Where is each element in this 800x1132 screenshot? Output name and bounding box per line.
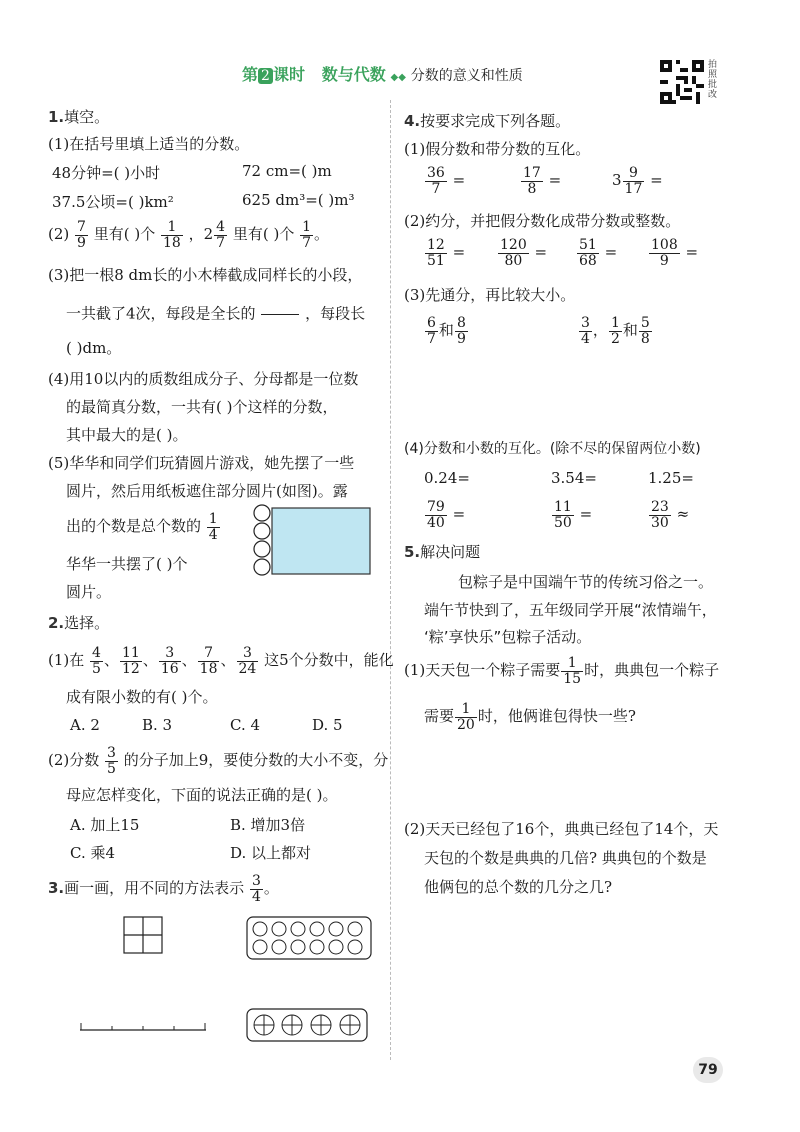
disc [254,541,270,557]
q1-5-line2: 圆片，然后用纸板遮住部分圆片(如图)。露 [66,482,348,500]
q1-1-b: 72 cm=( )m [242,162,332,180]
disc [254,505,270,521]
q2-2-line2: 母应怎样变化，下面的说法正确的是( )。 [66,786,338,804]
quartered-circles-figure[interactable] [246,1008,370,1044]
q4-4-frac: $\frac{11}{50}$ = [554,499,593,531]
q4-4-text: (4)分数和小数的互化。(除不尽的保留两位小数) [404,441,701,457]
q4-4-dec: 1.25= [648,469,694,487]
hidden-discs-figure [252,503,374,579]
q4-4-frac: $\frac{79}{40}$ = [427,499,466,531]
q4-1-item: $\frac{36}{7}$ = [427,165,466,197]
q2-1-line1: (1)在 $\frac{4}{5}$ 、 $\frac{11}{12}$ 、 $\frac{3}{16}$ 、 $\frac{7}{18}$ 、 $\frac{3}{24}$ 这5个分数中，能化 [48,645,394,677]
section-4-title: 4.按要求完成下列各题。 [404,112,571,130]
circles-grid-figure[interactable] [246,916,374,960]
qr-caption: 拍照批改 [708,60,718,100]
q2-1-line2: 成有限小数的有( )个。 [66,688,218,706]
q5-2-line1: (2)天天已经包了16个，典典已经包了14个，天 [404,820,719,838]
q4-1-text: (1)假分数和带分数的互化。 [404,140,591,158]
fraction: $\frac{4}{5}$ [92,645,101,677]
option-a[interactable]: A. 2 [70,716,100,734]
fraction: $\frac{1}{7}$ [302,219,312,251]
q5-story-line1: 包粽子是中国端午节的传统习俗之一。 [458,573,714,591]
q4-2-item: $\frac{108}{9}$ = [651,237,699,269]
domain-title: 数与代数 [321,65,386,84]
q5-1-line2: 需要 $\frac{1}{20}$ 时，他俩谁包得快一些? [424,701,636,733]
q1-1-a: 48分钟=( )小时 [52,164,161,182]
q1-2-line: (2) $\frac{7}{9}$ 里有( )个 $\frac{1}{18}$ ，2 $\frac{4}{7}$ 里有( )个 $\frac{1}{7}$ 。 [48,219,330,251]
q1-1-d: 625 dm³=( )m³ [242,191,355,209]
fraction: $\frac{4}{7}$ [216,219,226,251]
q4-4-frac: $\frac{23}{30}$ ≈ [651,499,690,531]
header-arrow: ◆◆ [390,72,406,83]
q4-2-item: $\frac{120}{80}$ = [500,237,548,269]
q1-1-c: 37.5公顷=( )km² [52,193,174,211]
q4-4-dec: 3.54= [551,469,597,487]
cover-board [272,508,370,574]
q1-5-line1: (5)华华和同学们玩猜圆片游戏，她先摆了一些 [48,454,355,472]
fraction: $\frac{3}{4}$ [251,873,261,905]
q1-5-line5: 圆片。 [66,583,112,601]
q1-3-line1: (3)把一根8 dm长的小木棒截成同样长的小段， [48,266,363,284]
fraction: $\frac{3}{5}$ [107,745,116,777]
q1-5-line4: 华华一共摆了( )个 [66,555,188,573]
option-c[interactable]: C. 乘4 [70,844,116,862]
q1-4-line2: 的最简真分数，一共有( )个这样的分数， [66,398,338,416]
q4-3-a: $\frac{6}{7}$ 和 $\frac{8}{9}$ [427,315,466,347]
fraction: $\frac{3}{24}$ [238,645,257,677]
q4-1-item: 3 $\frac{9}{17}$ = [612,165,663,197]
q5-2-line3: 他俩包的总个数的几分之几? [424,878,613,896]
fraction: $\frac{1}{18}$ [163,219,181,251]
lesson-suffix: 课时 [272,65,305,84]
fraction: $\frac{1}{4}$ [208,511,218,543]
option-d[interactable]: D. 以上都对 [230,844,312,862]
lesson-number-badge: 2 [258,68,273,84]
section-3-title: 3.画一画，用不同的方法表示 $\frac{3}{4}$ 。 [48,873,279,905]
q5-2-line2: 天包的个数是典典的几倍? 典典包的个数是 [424,849,707,867]
disc [254,523,270,539]
q4-2-text: (2)约分，并把假分数化成带分数或整数。 [404,212,681,230]
q4-2-item: $\frac{12}{51}$ = [427,237,466,269]
option-a[interactable]: A. 加上15 [70,816,140,834]
fraction: $\frac{11}{12}$ [121,645,140,677]
q4-2-item: $\frac{51}{68}$ = [579,237,618,269]
q4-3-b: $\frac{3}{4}$ ， $\frac{1}{2}$ 和 $\frac{5}{8}$ [581,315,650,347]
option-c[interactable]: C. 4 [230,716,261,734]
lesson-prefix: 第 [242,65,259,84]
q5-story-line2: 端午节快到了，五年级同学开展“浓情端午， [424,601,717,619]
topic-title: 分数的意义和性质 [410,68,523,84]
page-number: 79 [693,1057,723,1083]
section-1-title: 1.填空。 [48,108,110,126]
lesson-header [242,62,523,85]
fraction: $\frac{7}{9}$ [77,219,86,251]
blank-fraction[interactable] [261,300,299,329]
q1-5-line3: 出的个数是总个数的 $\frac{1}{4}$ [66,511,218,543]
fraction: $\frac{3}{16}$ [160,645,179,677]
q2-2-line1: (2)分数 $\frac{3}{5}$ 的分子加上9，要使分数的大小不变，分 [48,745,389,777]
fraction: $\frac{7}{18}$ [199,645,218,677]
q1-1-text: (1)在括号里填上适当的分数。 [48,135,250,153]
q4-3-text: (3)先通分，再比较大小。 [404,286,576,304]
square-grid-figure[interactable] [123,916,165,956]
q1-3-line2: 一共截了4次，每段是全长的 ，每段长 [66,300,365,329]
q4-4-dec: 0.24= [424,469,470,487]
option-b[interactable]: B. 3 [142,716,173,734]
qr-code-icon[interactable] [660,60,704,104]
option-d[interactable]: D. 5 [312,716,343,734]
q5-story-line3: ‘粽’享快乐”包粽子活动。 [424,628,592,646]
disc [254,559,270,575]
option-b[interactable]: B. 增加3倍 [230,816,306,834]
q4-1-item: $\frac{17}{8}$ = [523,165,562,197]
column-divider [390,100,391,1060]
q1-3-line3: ( )dm。 [66,339,122,357]
section-2-title: 2.选择。 [48,614,110,632]
q1-4-line1: (4)用10以内的质数组成分子、分母都是一位数 [48,370,359,388]
q1-4-line3: 其中最大的是( )。 [66,426,188,444]
section-5-title: 5.解决问题 [404,543,481,561]
number-line-figure[interactable] [78,1020,208,1032]
q5-1-line1: (1)天天包一个粽子需要 $\frac{1}{15}$ 时，典典包一个粽子 [404,655,720,687]
